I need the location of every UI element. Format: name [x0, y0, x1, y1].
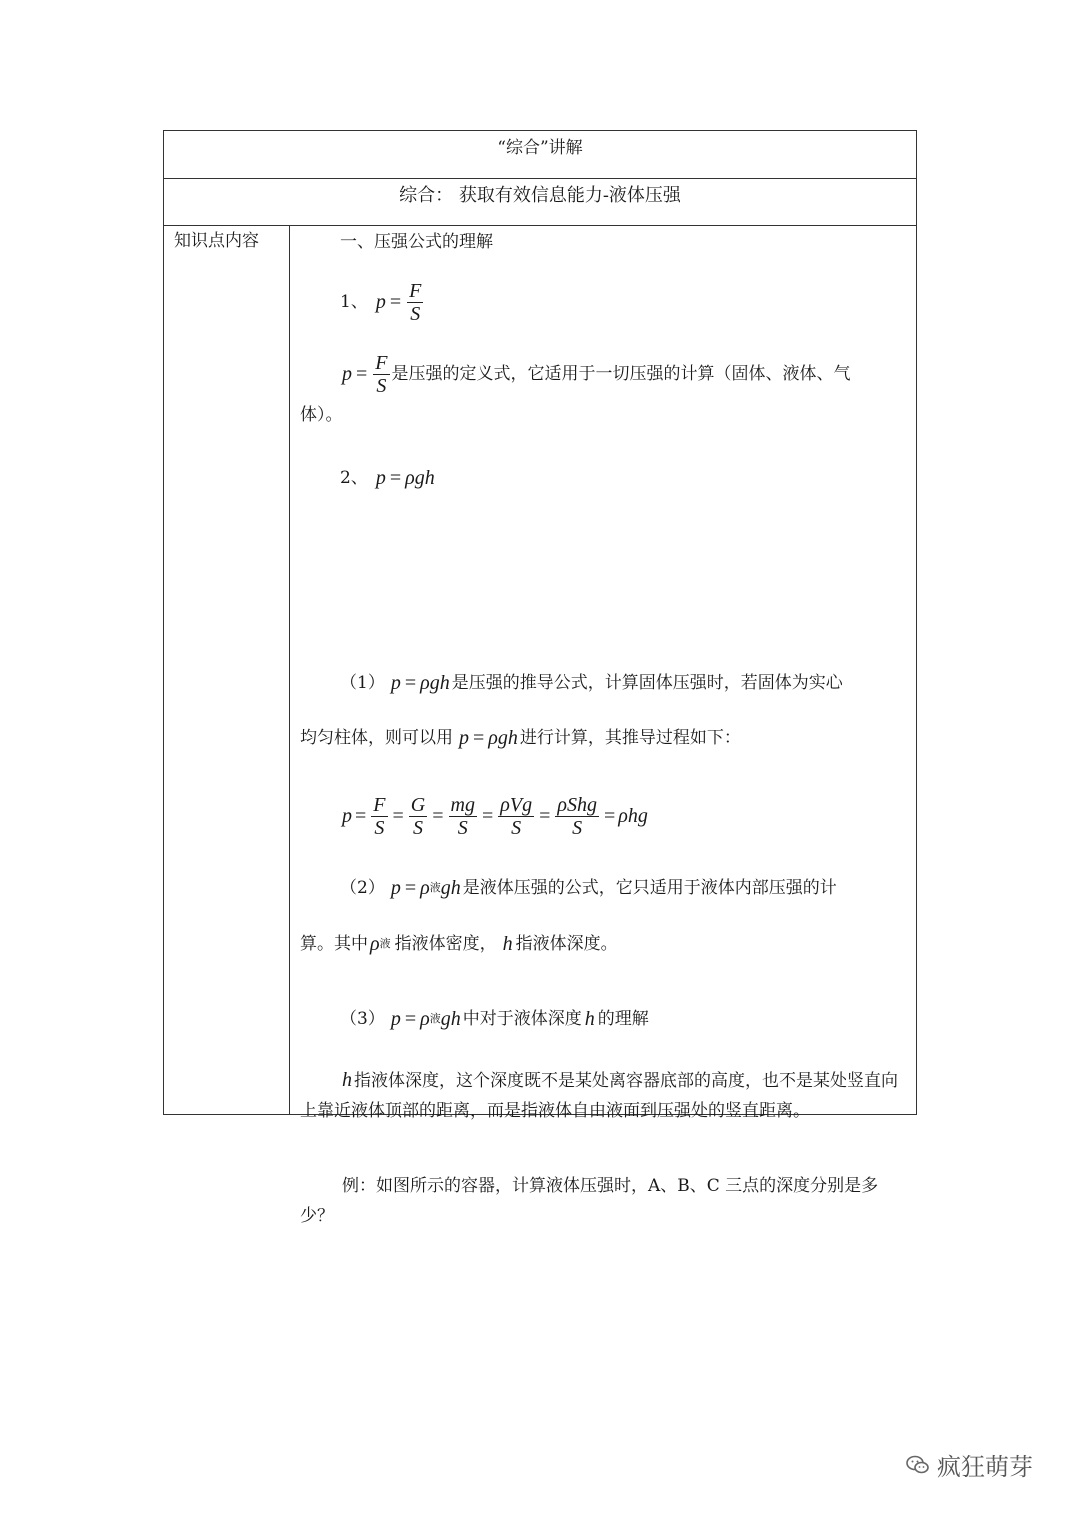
sub3-text2: 的理解	[597, 1009, 649, 1029]
sub2-text: 是液体压强的公式，它只适用于液体内部压强的计	[462, 878, 837, 898]
sub1-text2b: 进行计算，其推导过程如下：	[519, 728, 741, 748]
section-heading: 一、压强公式的理解	[340, 232, 493, 252]
sub2-label: （2）	[340, 878, 385, 898]
knowledge-table	[163, 130, 917, 1226]
table-subtitle: 综合： 获取有效信息能力-液体压强	[164, 179, 916, 226]
item2-label: 2、	[340, 468, 368, 488]
table-title: “综合”讲解	[164, 131, 916, 179]
wechat-icon	[905, 1452, 931, 1478]
definition-line: p = $\frac{F}{S}$ 是压强的定义式，它适用于一切压强的计算（固体、液体、气	[342, 351, 851, 397]
formula-pressure-definition: 1、 p = $\frac{F}{S}$	[340, 279, 422, 325]
item1-label: 1、	[340, 292, 368, 312]
watermark	[905, 1447, 1033, 1482]
sub3-line: （3） p = ρ 液 gh 中对于液体深度 h 的理解	[340, 1008, 649, 1030]
row-label: 知识点内容	[164, 226, 290, 1114]
definition-text: 是压强的定义式，它适用于一切压强的计算（固体、液体、气	[391, 364, 851, 384]
sub2-text2a: 算。其中	[300, 934, 368, 954]
liquid-subscript: 液	[429, 1012, 441, 1025]
sub2-text2c: 指液体深度。	[515, 934, 618, 954]
derivation-formula: p = $\frac{F}{S}$ = $\frac{G}{S}$ = $\frac{mg}{S}$ = $\frac{\text{ρVg}}{S}$ = $\frac{\text{ρShg}}{S}$ = ρhg	[342, 793, 648, 839]
formula-rho-g-h: 2、 p = ρgh	[340, 467, 435, 489]
sub1-line2: 均匀柱体，则可以用 p = ρgh 进行计算，其推导过程如下：	[300, 727, 741, 749]
example-paragraph: 例：如图所示的容器，计算液体压强时，A、B、C 三点的深度分别是多少？	[300, 1176, 879, 1226]
sub3-label: （3）	[340, 1009, 385, 1029]
sub1-label: （1）	[340, 673, 385, 693]
sub2-line1: （2） p = ρ 液 gh 是液体压强的公式，它只适用于液体内部压强的计	[340, 877, 837, 899]
depth-paragraph: h 指液体深度，这个深度既不是某处离容器底部的高度，也不是某处竖直向上靠近液体顶部的距离，而是指液体自由液面到压强处的竖直距离。	[300, 1069, 898, 1121]
sub2-line2: 算。其中 ρ 液 指液体密度， h 指液体深度。	[300, 933, 618, 955]
sub2-text2b: 指液体密度，	[394, 934, 497, 954]
liquid-subscript: 液	[379, 937, 391, 950]
sub3-text: 中对于液体深度	[462, 1009, 582, 1029]
sub1-text2a: 均匀柱体，则可以用	[300, 728, 453, 748]
definition-text-cont: 体）。	[300, 405, 343, 425]
watermark-text: 疯狂萌芽	[937, 1453, 1033, 1481]
sub1-text: 是压强的推导公式，计算固体压强时，若固体为实心	[451, 673, 843, 693]
sub1-line1: （1） p = ρgh 是压强的推导公式，计算固体压强时，若固体为实心	[340, 672, 843, 694]
liquid-subscript: 液	[429, 881, 441, 894]
depth-paragraph-text: 指液体深度，这个深度既不是某处离容器底部的高度，也不是某处竖直向上靠近液体顶部的距离，而是指液体自由液面到压强处的竖直距离。	[300, 1071, 898, 1121]
content-cell	[290, 226, 916, 1226]
